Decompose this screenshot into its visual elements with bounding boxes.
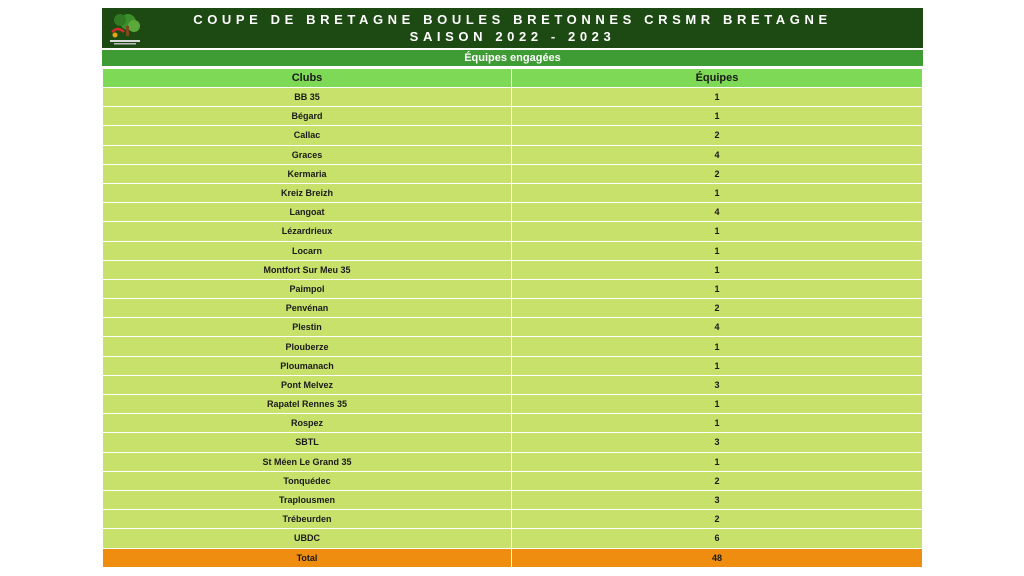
club-cell: SBTL <box>103 433 512 452</box>
table-row <box>103 395 923 414</box>
table-row <box>103 145 923 164</box>
club-cell: Callac <box>103 126 512 145</box>
equipes-cell: 1 <box>512 241 923 260</box>
equipes-cell: 4 <box>512 203 923 222</box>
teams-table <box>102 68 923 568</box>
table-row <box>103 375 923 394</box>
equipes-cell: 1 <box>512 337 923 356</box>
club-cell: Kreiz Breizh <box>103 183 512 202</box>
club-cell: Langoat <box>103 203 512 222</box>
equipes-cell: 2 <box>512 126 923 145</box>
table-row <box>103 260 923 279</box>
club-cell: BB 35 <box>103 88 512 107</box>
table-row <box>103 433 923 452</box>
banner-season: SAISON 2022 - 2023 <box>409 29 616 44</box>
table-row <box>103 452 923 471</box>
table-row <box>103 356 923 375</box>
equipes-cell: 4 <box>512 318 923 337</box>
title-banner <box>102 8 923 48</box>
table-row <box>103 490 923 509</box>
club-cell: Rapatel Rennes 35 <box>103 395 512 414</box>
total-label: Total <box>103 548 512 567</box>
club-cell: Pont Melvez <box>103 375 512 394</box>
equipes-cell: 2 <box>512 299 923 318</box>
table-row <box>103 203 923 222</box>
table-row <box>103 241 923 260</box>
table-row <box>103 510 923 529</box>
club-cell: Plestin <box>103 318 512 337</box>
club-cell: Bégard <box>103 107 512 126</box>
results-sheet <box>102 8 923 568</box>
club-cell: Lézardrieux <box>103 222 512 241</box>
table-row <box>103 529 923 548</box>
table-row <box>103 279 923 298</box>
table-header-row <box>103 69 923 88</box>
club-cell: Trébeurden <box>103 510 512 529</box>
equipes-cell: 4 <box>512 145 923 164</box>
club-cell: UBDC <box>103 529 512 548</box>
equipes-cell: 6 <box>512 529 923 548</box>
equipes-cell: 1 <box>512 107 923 126</box>
equipes-cell: 1 <box>512 222 923 241</box>
section-subtitle: Équipes engagées <box>102 50 923 66</box>
equipes-cell: 2 <box>512 510 923 529</box>
club-logo-icon <box>106 10 144 46</box>
equipes-cell: 1 <box>512 414 923 433</box>
table-row <box>103 471 923 490</box>
table-row <box>103 107 923 126</box>
club-cell: Plouberze <box>103 337 512 356</box>
equipes-cell: 1 <box>512 452 923 471</box>
total-row <box>103 548 923 567</box>
club-cell: Rospez <box>103 414 512 433</box>
total-value: 48 <box>512 548 923 567</box>
club-cell: Graces <box>103 145 512 164</box>
club-cell: Locarn <box>103 241 512 260</box>
table-row <box>103 318 923 337</box>
equipes-cell: 3 <box>512 490 923 509</box>
table-row <box>103 222 923 241</box>
column-header-clubs: Clubs <box>103 69 512 88</box>
equipes-cell: 1 <box>512 88 923 107</box>
table-row <box>103 414 923 433</box>
club-cell: Paimpol <box>103 279 512 298</box>
equipes-cell: 1 <box>512 395 923 414</box>
banner-title: COUPE DE BRETAGNE BOULES BRETONNES CRSMR BRETAGNE <box>193 12 832 27</box>
club-cell: Kermaria <box>103 164 512 183</box>
club-cell: Montfort Sur Meu 35 <box>103 260 512 279</box>
equipes-cell: 1 <box>512 279 923 298</box>
equipes-cell: 1 <box>512 260 923 279</box>
table-row <box>103 164 923 183</box>
equipes-cell: 2 <box>512 164 923 183</box>
equipes-cell: 2 <box>512 471 923 490</box>
club-cell: Ploumanach <box>103 356 512 375</box>
equipes-cell: 1 <box>512 356 923 375</box>
table-row <box>103 88 923 107</box>
club-cell: Traplousmen <box>103 490 512 509</box>
table-row <box>103 337 923 356</box>
table-row <box>103 126 923 145</box>
equipes-cell: 3 <box>512 433 923 452</box>
club-cell: Penvénan <box>103 299 512 318</box>
club-cell: St Méen Le Grand 35 <box>103 452 512 471</box>
column-header-equipes: Équipes <box>512 69 923 88</box>
table-row <box>103 299 923 318</box>
equipes-cell: 3 <box>512 375 923 394</box>
club-cell: Tonquédec <box>103 471 512 490</box>
table-row <box>103 183 923 202</box>
equipes-cell: 1 <box>512 183 923 202</box>
